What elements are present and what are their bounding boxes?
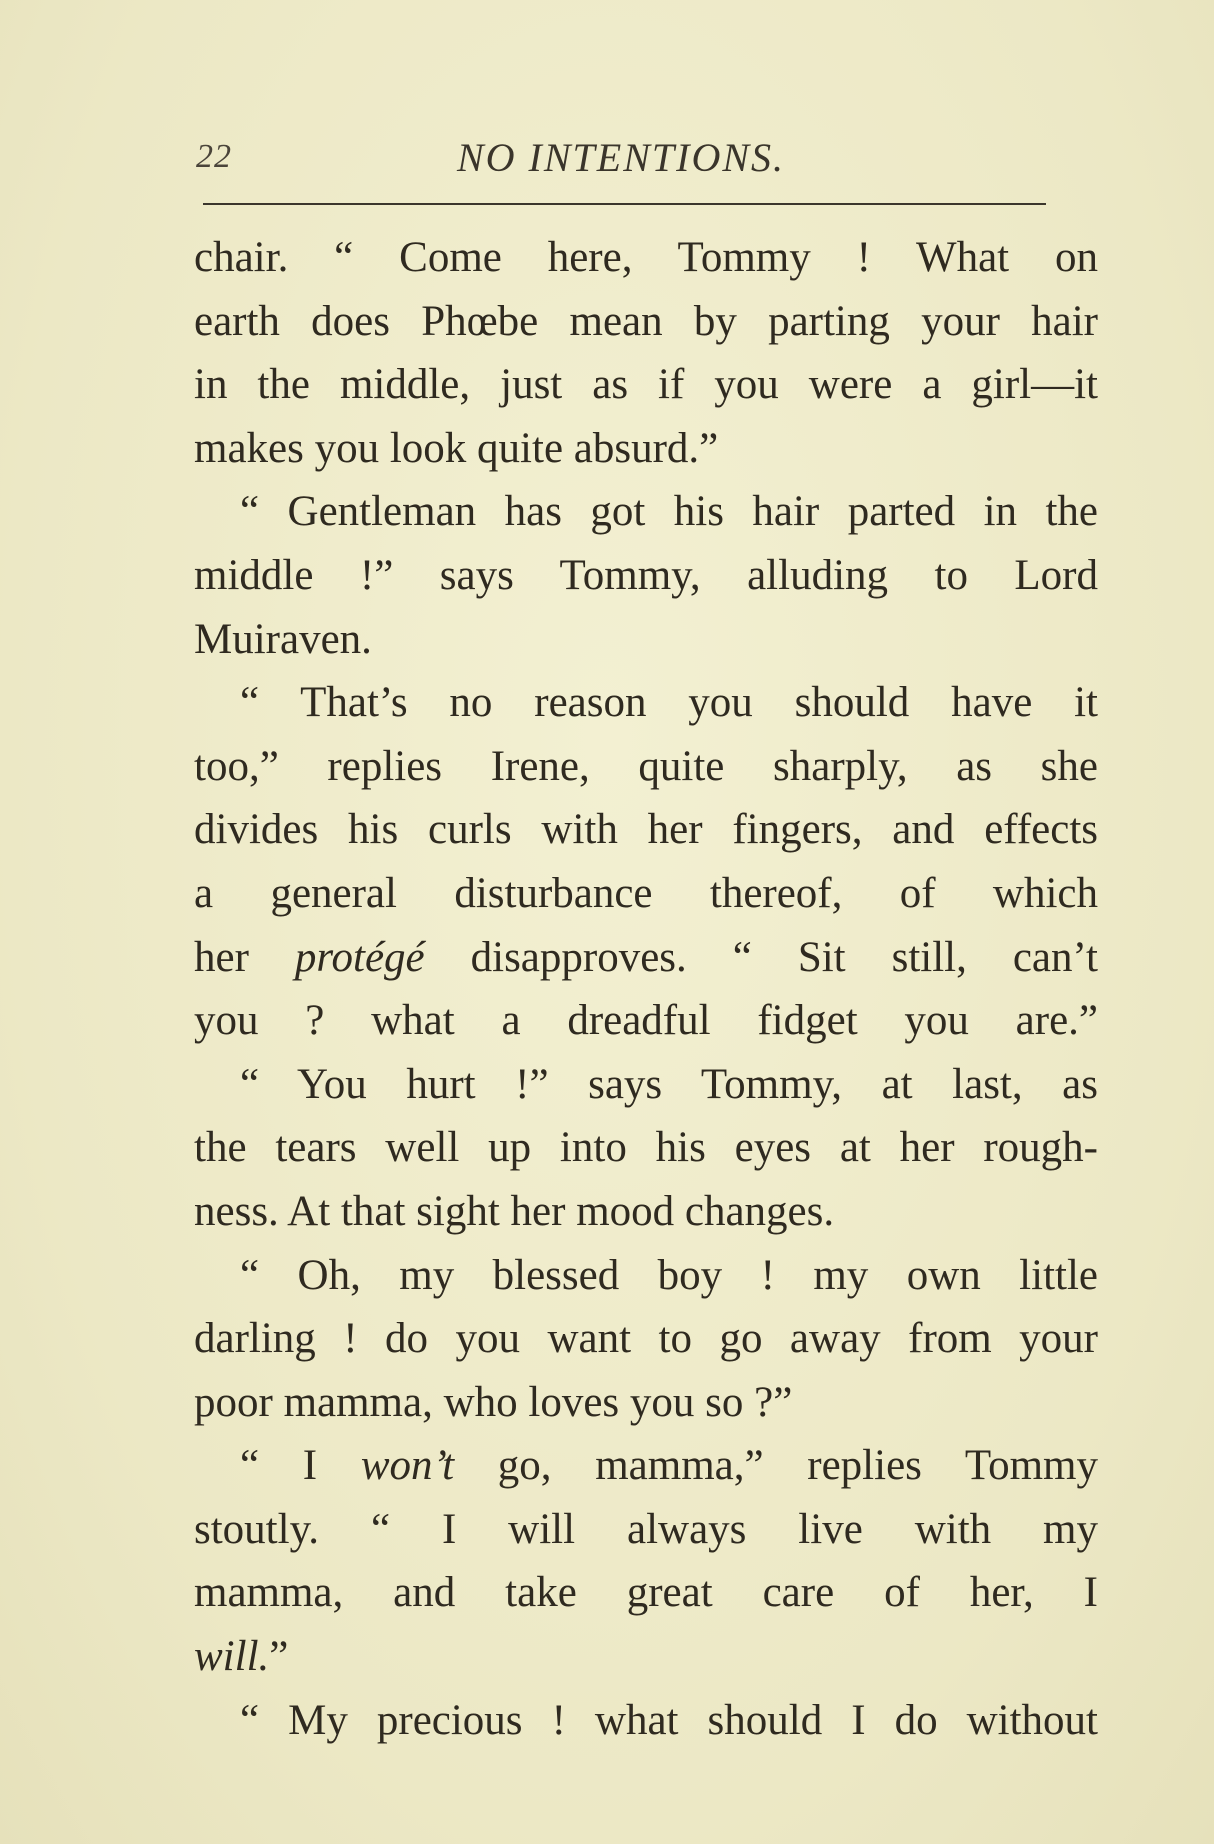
text-line xyxy=(194,480,1098,544)
header-rule xyxy=(203,203,1046,205)
text-segment: “ You hurt !” says Tommy, at last, as xyxy=(240,1060,1098,1108)
text-segment: makes you look quite absurd.” xyxy=(194,424,719,472)
text-segment: disapproves. “ Sit still, can’t xyxy=(424,933,1099,981)
text-line xyxy=(194,1116,1098,1180)
text-line xyxy=(194,1625,1098,1689)
text-line xyxy=(194,798,1098,862)
text-line xyxy=(194,1561,1098,1625)
text-segment: chair. “ Come here, Tommy ! What on xyxy=(194,234,1098,281)
text-line xyxy=(194,671,1098,735)
text-segment: too,” replies Irene, quite sharply, as she xyxy=(194,742,1098,790)
text-line xyxy=(194,417,1098,481)
text-line xyxy=(194,608,1098,672)
text-segment: go, mamma,” replies Tommy xyxy=(454,1442,1098,1490)
text-line xyxy=(194,1434,1098,1498)
text-segment: “ My precious ! what should I do without xyxy=(240,1696,1098,1744)
text-segment: Muiraven. xyxy=(194,615,372,663)
running-head xyxy=(196,134,1046,184)
text-line xyxy=(194,989,1098,1053)
text-line xyxy=(194,1244,1098,1308)
text-segment: mamma, and take great care of her, I xyxy=(194,1569,1098,1617)
text-segment: “ I xyxy=(240,1442,361,1490)
text-segment: in the middle, just as if you were a girl—it xyxy=(194,361,1098,409)
body-text xyxy=(194,226,1098,1752)
text-line xyxy=(194,1371,1098,1435)
text-line xyxy=(194,1689,1098,1753)
text-line xyxy=(194,544,1098,608)
text-segment: ness. At that sight her mood changes. xyxy=(194,1187,835,1235)
text-segment: “ Oh, my blessed boy ! my own little xyxy=(240,1251,1098,1299)
text-line xyxy=(194,1053,1098,1117)
text-line xyxy=(194,353,1098,417)
page-number: 22 xyxy=(196,138,232,175)
text-line xyxy=(194,226,1098,290)
text-segment: her xyxy=(194,933,295,981)
text-segment: divides his curls with her fingers, and effects xyxy=(194,806,1098,854)
text-line xyxy=(194,862,1098,926)
text-line xyxy=(194,735,1098,799)
text-segment: a general disturbance thereof, of which xyxy=(194,869,1098,917)
text-segment: darling ! do you want to go away from your xyxy=(194,1315,1098,1363)
text-line xyxy=(194,1498,1098,1562)
text-segment: “ That’s no reason you should have it xyxy=(240,679,1098,727)
text-line xyxy=(194,290,1098,354)
text-segment: stoutly. “ I will always live with my xyxy=(194,1505,1098,1553)
text-line xyxy=(194,1307,1098,1371)
running-title: NO INTENTIONS. xyxy=(456,135,786,180)
text-segment: you ? what a dreadful fidget you are.” xyxy=(194,997,1098,1045)
italic-text: won’t xyxy=(360,1442,455,1490)
italic-text: protégé xyxy=(294,933,425,981)
text-segment: poor mamma, who loves you so ?” xyxy=(194,1378,793,1426)
italic-text: will. xyxy=(194,1633,270,1681)
text-line xyxy=(194,1180,1098,1244)
text-segment: earth does Phœbe mean by parting your hair xyxy=(194,297,1098,345)
text-segment: the tears well up into his eyes at her rough- xyxy=(194,1124,1098,1172)
text-segment: middle !” says Tommy, alluding to Lord xyxy=(194,551,1098,599)
text-line xyxy=(194,926,1098,990)
text-segment: ” xyxy=(269,1633,289,1681)
text-segment: “ Gentleman has got his hair parted in the xyxy=(240,488,1098,536)
